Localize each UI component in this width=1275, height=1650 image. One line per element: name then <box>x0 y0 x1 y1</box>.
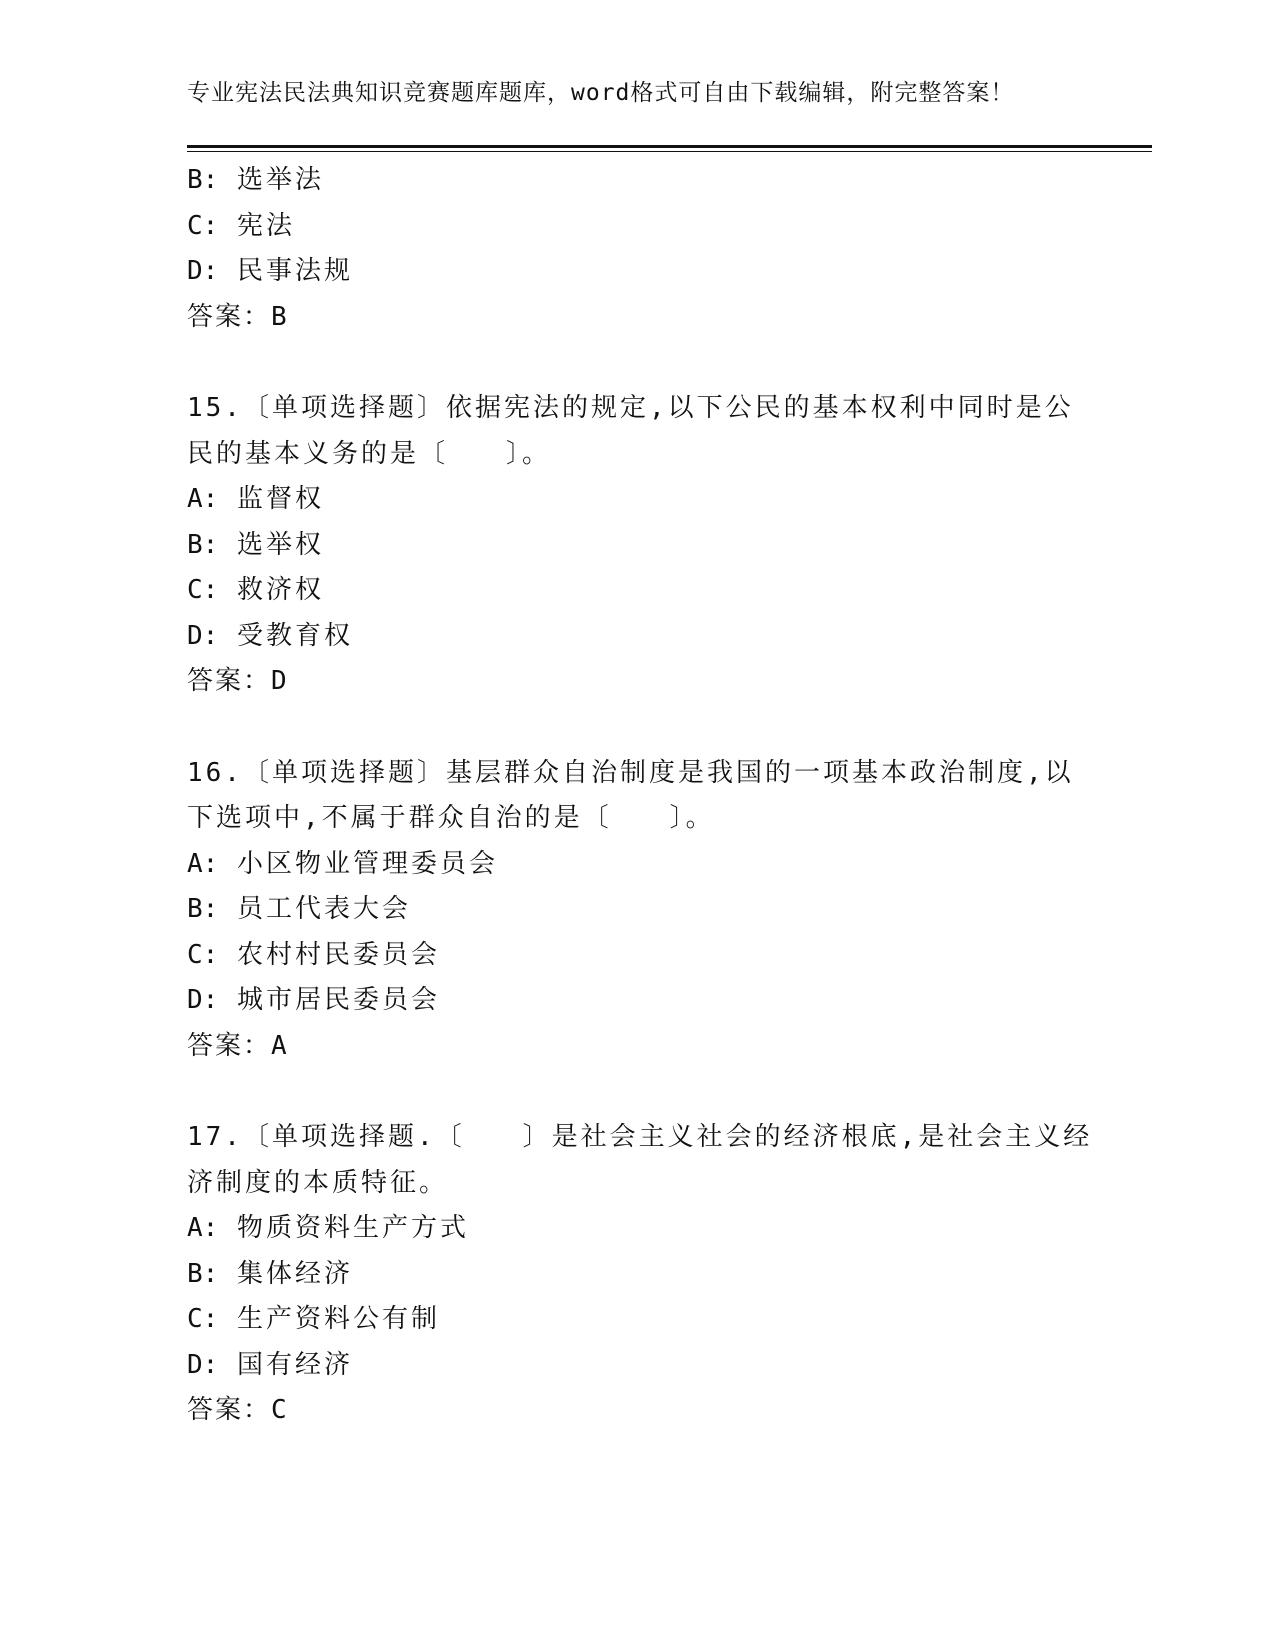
question-16 <box>187 751 1074 1070</box>
answer: 答案：A <box>187 1030 289 1061</box>
option-d: D: 国有经济 <box>187 1349 353 1380</box>
option-b: B: 选举权 <box>187 529 324 560</box>
answer: 答案：C <box>187 1395 289 1425</box>
option-c: C: 宪法 <box>187 210 295 241</box>
document-body <box>187 158 1093 1434</box>
header-rule-thick <box>187 145 1152 148</box>
option-a: A: 监督权 <box>187 484 324 514</box>
question-stem: 17.〔单项选择题.〔 〕是社会主义社会的经济根底,是社会主义经 <box>187 1122 1093 1152</box>
header-rule-thin <box>187 151 1152 152</box>
option-c: C: 农村村民委员会 <box>187 939 440 970</box>
answer: 答案：D <box>187 666 289 696</box>
answer: 答案：B <box>187 301 289 332</box>
option-a: A: 小区物业管理委员会 <box>187 848 498 879</box>
option-c: C: 救济权 <box>187 575 324 605</box>
question-stem-cont: 济制度的本质特征。 <box>187 1167 449 1198</box>
question-stem: 16.〔单项选择题〕基层群众自治制度是我国的一项基本政治制度,以 <box>187 757 1074 788</box>
option-a: A: 物质资料生产方式 <box>187 1213 469 1243</box>
document-header: 专业宪法民法典知识竞赛题库题库，word格式可自由下载编辑，附完整答案！ <box>187 80 1015 106</box>
option-c: C: 生产资料公有制 <box>187 1304 440 1334</box>
partial-question <box>187 158 1067 340</box>
option-d: D: 民事法规 <box>187 256 353 286</box>
option-d: D: 受教育权 <box>187 620 353 651</box>
question-stem-cont: 民的基本义务的是〔 〕。 <box>187 438 552 469</box>
option-b: B: 选举法 <box>187 165 324 195</box>
question-17 <box>187 1115 1093 1434</box>
question-stem-cont: 下选项中,不属于群众自治的是〔 〕。 <box>187 803 715 833</box>
option-b: B: 集体经济 <box>187 1258 353 1289</box>
option-d: D: 城市居民委员会 <box>187 985 440 1015</box>
question-stem: 15.〔单项选择题〕依据宪法的规定,以下公民的基本权利中同时是公 <box>187 393 1074 423</box>
question-15 <box>187 386 1074 705</box>
option-b: B: 员工代表大会 <box>187 894 411 924</box>
